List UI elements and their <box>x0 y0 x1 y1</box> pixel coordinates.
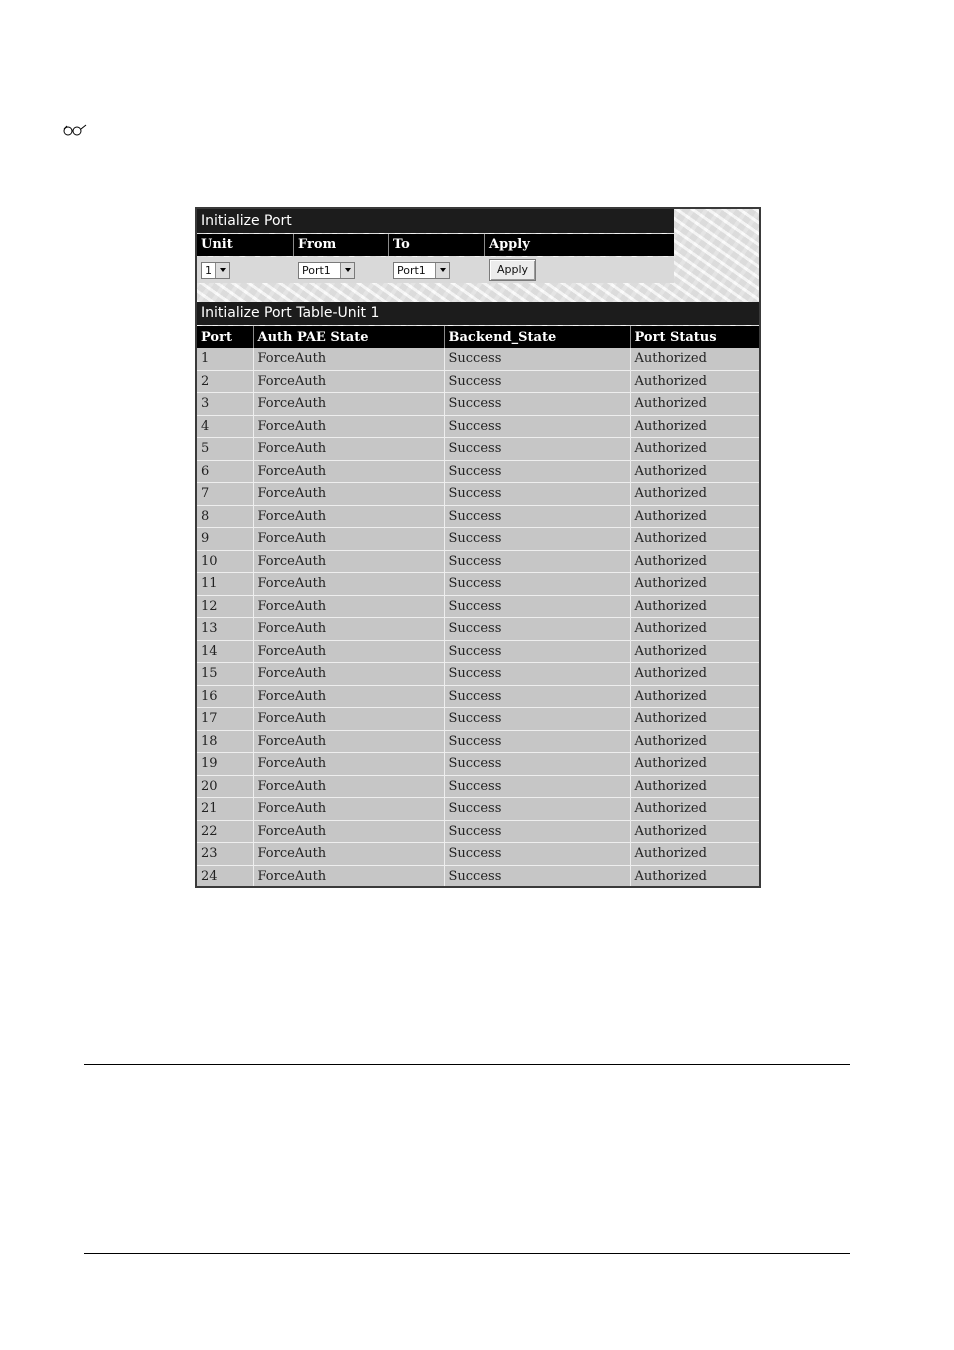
port-status-cell: Authorized <box>630 640 759 663</box>
port-cell: 18 <box>197 730 253 753</box>
table-row <box>197 483 759 506</box>
port-cell: 22 <box>197 820 253 843</box>
backend-state-cell: Success <box>444 640 630 663</box>
unit-select-value: 1 <box>205 263 212 277</box>
port-cell: 15 <box>197 663 253 686</box>
port-status-cell: Authorized <box>630 820 759 843</box>
backend-state-cell: Success <box>444 595 630 618</box>
auth-pae-state-cell: ForceAuth <box>253 573 444 596</box>
backend-state-cell: Success <box>444 460 630 483</box>
initialize-port-panel <box>195 207 761 888</box>
table-row <box>197 460 759 483</box>
unit-column-header: Unit <box>197 234 294 256</box>
to-port-select[interactable] <box>393 262 450 279</box>
port-status-cell: Authorized <box>630 775 759 798</box>
port-status-cell: Authorized <box>630 370 759 393</box>
backend-state-cell: Success <box>444 843 630 866</box>
auth-pae-state-cell: ForceAuth <box>253 798 444 821</box>
table-row <box>197 550 759 573</box>
port-cell: 1 <box>197 348 253 370</box>
initialize-port-title: Initialize Port <box>197 209 674 233</box>
port-status-cell: Authorized <box>630 438 759 461</box>
port-cell: 24 <box>197 865 253 887</box>
port-status-cell: Authorized <box>630 685 759 708</box>
table-row <box>197 595 759 618</box>
table-row <box>197 685 759 708</box>
port-status-cell: Authorized <box>630 663 759 686</box>
port-cell: 20 <box>197 775 253 798</box>
auth-pae-state-cell: ForceAuth <box>253 528 444 551</box>
table-row <box>197 640 759 663</box>
auth-pae-state-cell: ForceAuth <box>253 348 444 370</box>
table-row <box>197 505 759 528</box>
table-row <box>197 348 759 370</box>
table-row <box>197 775 759 798</box>
table-row <box>197 730 759 753</box>
chevron-down-icon[interactable] <box>340 263 354 278</box>
apply-button[interactable]: Apply <box>489 259 536 281</box>
backend-state-cell: Success <box>444 573 630 596</box>
auth-pae-state-column-header: Auth PAE State <box>253 326 444 348</box>
to-column-header: To <box>389 234 485 256</box>
port-status-column-header: Port Status <box>630 326 759 348</box>
port-cell: 8 <box>197 505 253 528</box>
auth-pae-state-cell: ForceAuth <box>253 685 444 708</box>
auth-pae-state-cell: ForceAuth <box>253 730 444 753</box>
port-status-cell: Authorized <box>630 505 759 528</box>
port-status-cell: Authorized <box>630 415 759 438</box>
table-row <box>197 753 759 776</box>
backend-state-cell: Success <box>444 370 630 393</box>
table-row <box>197 573 759 596</box>
backend-state-cell: Success <box>444 775 630 798</box>
port-column-header: Port <box>197 326 253 348</box>
port-table-title: Initialize Port Table-Unit 1 <box>197 302 759 325</box>
port-status-cell: Authorized <box>630 595 759 618</box>
table-row <box>197 820 759 843</box>
port-cell: 10 <box>197 550 253 573</box>
auth-pae-state-cell: ForceAuth <box>253 505 444 528</box>
port-cell: 3 <box>197 393 253 416</box>
backend-state-cell: Success <box>444 730 630 753</box>
port-status-cell: Authorized <box>630 393 759 416</box>
port-status-cell: Authorized <box>630 483 759 506</box>
port-status-cell: Authorized <box>630 460 759 483</box>
auth-pae-state-cell: ForceAuth <box>253 438 444 461</box>
auth-pae-state-cell: ForceAuth <box>253 775 444 798</box>
auth-pae-state-cell: ForceAuth <box>253 865 444 887</box>
divider-bottom <box>84 1253 850 1254</box>
backend-state-cell: Success <box>444 865 630 887</box>
table-row <box>197 393 759 416</box>
port-status-cell: Authorized <box>630 348 759 370</box>
port-status-cell: Authorized <box>630 528 759 551</box>
auth-pae-state-cell: ForceAuth <box>253 595 444 618</box>
port-cell: 16 <box>197 685 253 708</box>
backend-state-cell: Success <box>444 393 630 416</box>
backend-state-cell: Success <box>444 505 630 528</box>
port-status-cell: Authorized <box>630 753 759 776</box>
auth-pae-state-cell: ForceAuth <box>253 640 444 663</box>
to-port-select-value: Port1 <box>397 263 426 277</box>
from-column-header: From <box>294 234 389 256</box>
auth-pae-state-cell: ForceAuth <box>253 618 444 641</box>
port-cell: 4 <box>197 415 253 438</box>
backend-state-cell: Success <box>444 415 630 438</box>
initialize-port-column-headers <box>197 234 674 256</box>
port-cell: 6 <box>197 460 253 483</box>
backend-state-cell: Success <box>444 528 630 551</box>
auth-pae-state-cell: ForceAuth <box>253 550 444 573</box>
backend-state-cell: Success <box>444 708 630 731</box>
backend-state-cell: Success <box>444 820 630 843</box>
table-row <box>197 708 759 731</box>
auth-pae-state-cell: ForceAuth <box>253 843 444 866</box>
port-cell: 14 <box>197 640 253 663</box>
port-status-cell: Authorized <box>630 798 759 821</box>
port-status-cell: Authorized <box>630 618 759 641</box>
divider-top <box>84 1064 850 1065</box>
table-row <box>197 438 759 461</box>
port-status-cell: Authorized <box>630 730 759 753</box>
backend-state-cell: Success <box>444 438 630 461</box>
port-cell: 17 <box>197 708 253 731</box>
chevron-down-icon[interactable] <box>435 263 449 278</box>
backend-state-cell: Success <box>444 753 630 776</box>
port-cell: 9 <box>197 528 253 551</box>
port-status-cell: Authorized <box>630 573 759 596</box>
backend-state-cell: Success <box>444 348 630 370</box>
auth-pae-state-cell: ForceAuth <box>253 393 444 416</box>
port-status-cell: Authorized <box>630 550 759 573</box>
table-row <box>197 528 759 551</box>
port-status-cell: Authorized <box>630 708 759 731</box>
auth-pae-state-cell: ForceAuth <box>253 708 444 731</box>
from-port-select-value: Port1 <box>302 263 331 277</box>
initialize-port-table <box>197 326 760 887</box>
port-cell: 11 <box>197 573 253 596</box>
table-header-row <box>197 326 759 348</box>
backend-state-cell: Success <box>444 618 630 641</box>
chevron-down-icon[interactable] <box>215 263 229 278</box>
port-cell: 19 <box>197 753 253 776</box>
apply-column-header: Apply <box>489 237 530 252</box>
backend-state-column-header: Backend_State <box>444 326 630 348</box>
backend-state-cell: Success <box>444 483 630 506</box>
port-cell: 13 <box>197 618 253 641</box>
port-cell: 12 <box>197 595 253 618</box>
port-status-cell: Authorized <box>630 843 759 866</box>
port-cell: 2 <box>197 370 253 393</box>
table-row <box>197 415 759 438</box>
auth-pae-state-cell: ForceAuth <box>253 820 444 843</box>
port-cell: 7 <box>197 483 253 506</box>
auth-pae-state-cell: ForceAuth <box>253 460 444 483</box>
unit-select[interactable] <box>201 262 230 279</box>
initialize-port-controls <box>197 257 674 283</box>
table-row <box>197 618 759 641</box>
auth-pae-state-cell: ForceAuth <box>253 415 444 438</box>
table-row <box>197 663 759 686</box>
table-row <box>197 843 759 866</box>
port-status-cell: Authorized <box>630 865 759 887</box>
table-row <box>197 798 759 821</box>
backend-state-cell: Success <box>444 663 630 686</box>
from-port-select[interactable] <box>298 262 355 279</box>
auth-pae-state-cell: ForceAuth <box>253 753 444 776</box>
port-cell: 5 <box>197 438 253 461</box>
auth-pae-state-cell: ForceAuth <box>253 663 444 686</box>
table-row <box>197 865 759 887</box>
port-cell: 21 <box>197 798 253 821</box>
auth-pae-state-cell: ForceAuth <box>253 370 444 393</box>
port-cell: 23 <box>197 843 253 866</box>
backend-state-cell: Success <box>444 685 630 708</box>
table-row <box>197 370 759 393</box>
backend-state-cell: Success <box>444 798 630 821</box>
note-glasses-icon <box>62 124 88 136</box>
auth-pae-state-cell: ForceAuth <box>253 483 444 506</box>
backend-state-cell: Success <box>444 550 630 573</box>
